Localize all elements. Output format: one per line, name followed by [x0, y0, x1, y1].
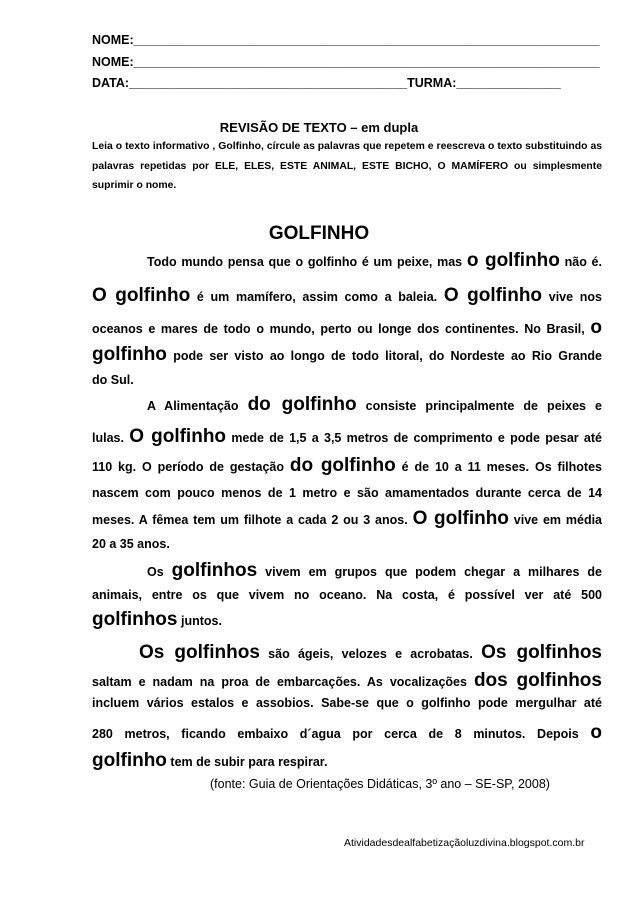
text-line: Os golfinhos são ágeis, velozes e acrobatas. Os golfinhos: [139, 642, 603, 663]
date-class-line: DATA:________________________________________TURMA:_______________: [92, 76, 561, 90]
text-line: animais, entre os que vivem no oceano. Na costa, é possível ver até 500: [92, 588, 602, 602]
page-heading: REVISÃO DE TEXTO – em dupla: [219, 120, 419, 135]
text-line: oceanos e mares de todo o mundo, perto ou longe dos continentes. No Brasil, o: [92, 317, 602, 338]
instructions: Leia o texto informativo , Golfinho, círcule as palavras que repetem e reescreva o texto substituindo as palavras repetidas por ELE, ELES, ESTE ANIMAL, ESTE BICHO, O MAMÍFERO ou simplesmente suprimir o nome.: [92, 141, 602, 191]
text-line: nascem com pouco menos de 1 metro e são amamentados durante cerca de 14: [92, 486, 602, 500]
text-line: A Alimentação do golfinho consiste principalmente de peixes e: [147, 394, 602, 415]
text-line: golfinho tem de subir para respirar.: [92, 750, 328, 771]
text-line: lulas. O golfinho mede de 1,5 a 3,5 metros de comprimento e pode pesar até: [92, 426, 602, 447]
text-line: 20 a 35 anos.: [92, 537, 170, 551]
text-line: Todo mundo pensa que o golfinho é um peixe, mas o golfinho não é.: [147, 250, 602, 271]
text-line: 110 kg. O período de gestação do golfinho é de 10 a 11 meses. Os filhotes: [92, 455, 602, 476]
text-line: golfinho pode ser visto ao longo de todo litoral, do Nordeste ao Rio Grande: [92, 344, 602, 365]
name-line-2: NOME:___________________________________________________________________: [92, 55, 600, 69]
text-line: Os golfinhos vivem em grupos que podem chegar a milhares de: [147, 560, 602, 581]
text-line: incluem vários estalos e assobios. Sabe-se que o golfinho pode mergulhar até: [92, 696, 602, 710]
website-credit: Atividadesdealfabetizaçãoluzdivina.blogspot.com.br: [344, 837, 585, 849]
text-line: do Sul.: [92, 373, 134, 387]
text-line: golfinhos juntos.: [92, 609, 222, 630]
text-line: meses. A fêmea tem um filhote a cada 2 ou 3 anos. O golfinho vive em média: [92, 508, 602, 529]
text-line: 280 metros, ficando embaixo d´agua por cerca de 8 minutos. Depois o: [92, 722, 602, 743]
source-citation: (fonte: Guia de Orientações Didáticas, 3º ano – SE-SP, 2008): [210, 777, 550, 791]
name-line-1: NOME:___________________________________________________________________: [92, 33, 600, 47]
story-title: GOLFINHO: [268, 223, 370, 244]
text-line: saltam e nadam na proa de embarcações. As vocalizações dos golfinhos: [92, 670, 602, 691]
text-line: O golfinho é um mamífero, assim como a baleia. O golfinho vive nos: [92, 285, 602, 306]
